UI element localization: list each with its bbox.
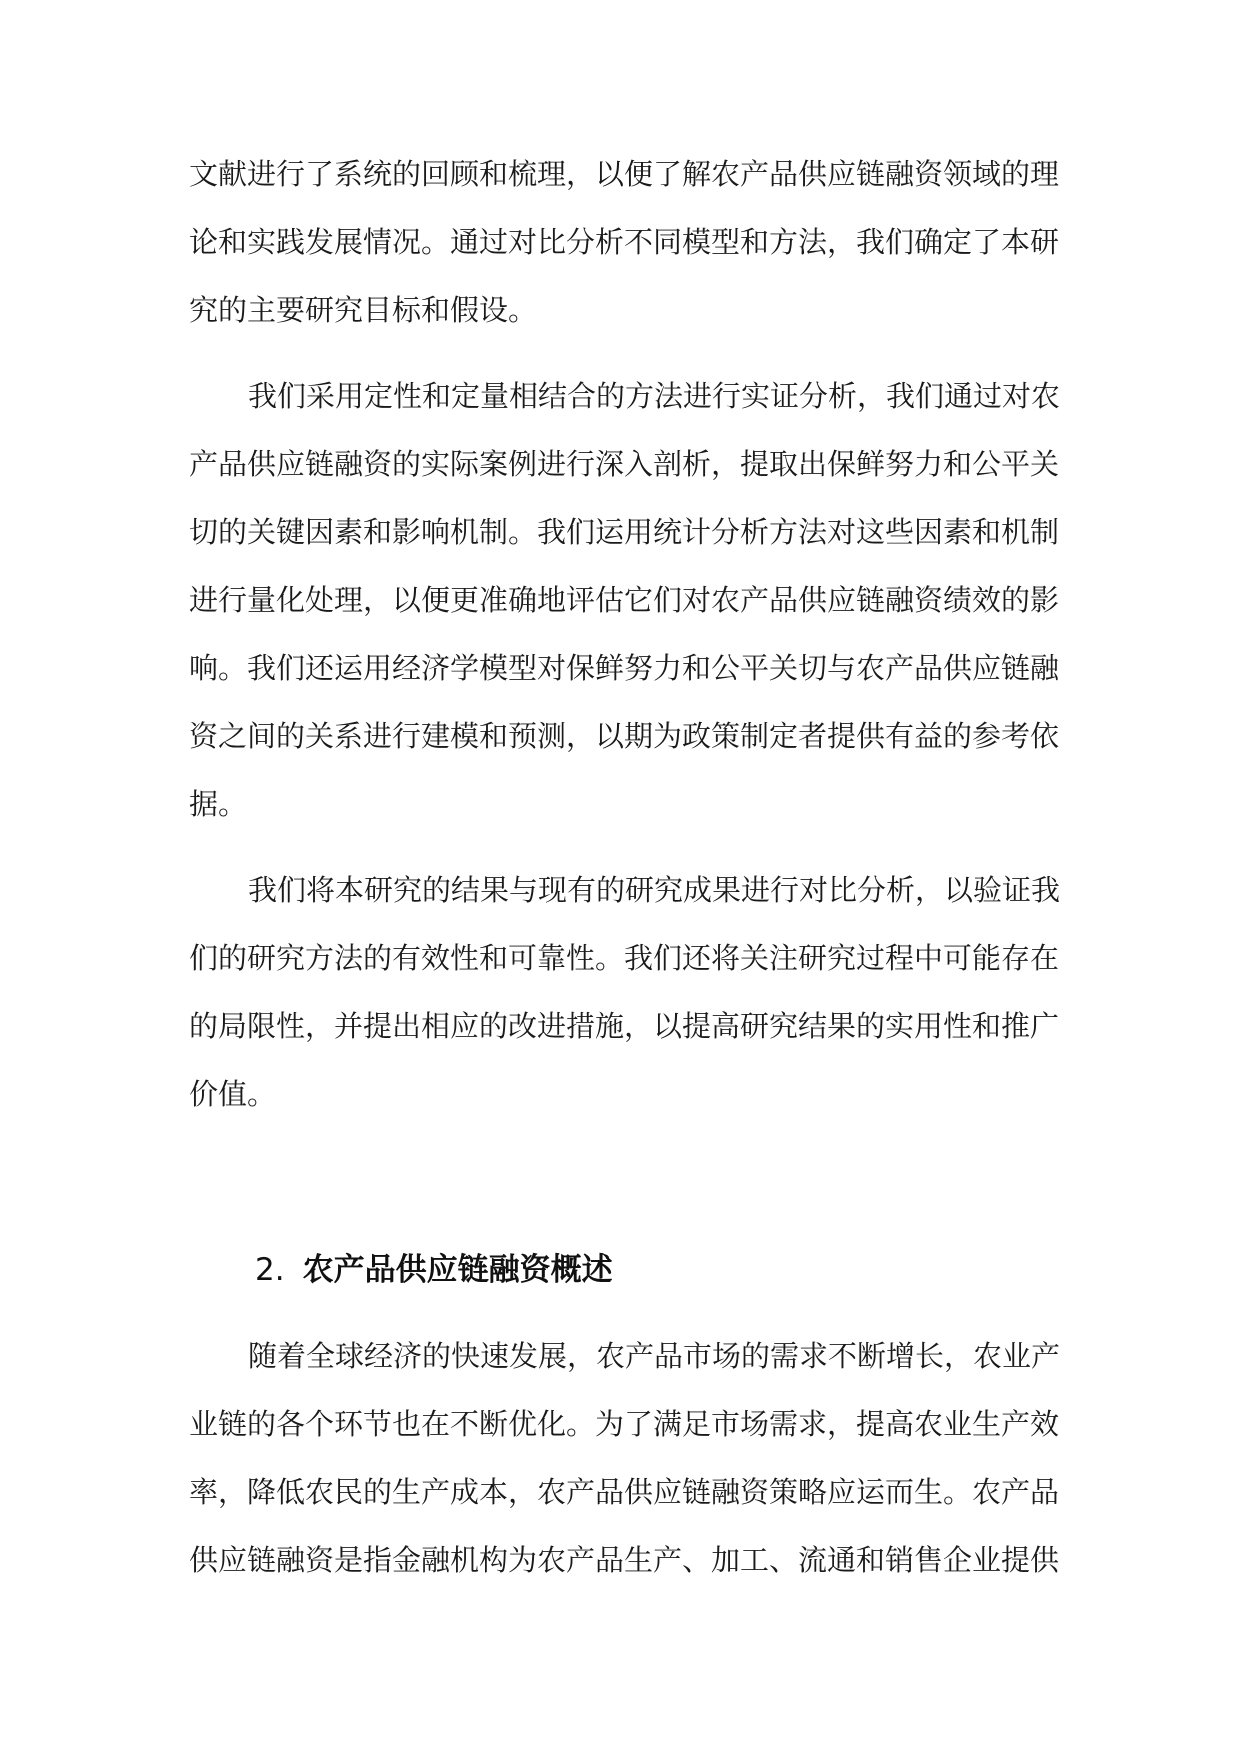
section-title: 农产品供应链融资概述 bbox=[302, 1252, 613, 1288]
paragraph-1-line-1: 文献进行了系统的回顾和梳理，以便了解农产品供应链融资领域的理 bbox=[189, 157, 1060, 191]
paragraph-2-line-7: 据。 bbox=[189, 787, 248, 821]
paragraph-4-line-3: 率，降低农民的生产成本，农产品供应链融资策略应运而生。农产品 bbox=[189, 1475, 1060, 1509]
paragraph-3-line-2: 们的研究方法的有效性和可靠性。我们还将关注研究过程中可能存在 bbox=[189, 941, 1060, 975]
paragraph-3-line-3: 的局限性，并提出相应的改进措施，以提高研究结果的实用性和推广 bbox=[189, 1009, 1060, 1043]
section-number: 2. bbox=[255, 1252, 285, 1288]
paragraph-3-line-1: 我们将本研究的结果与现有的研究成果进行对比分析，以验证我 bbox=[248, 873, 1061, 907]
paragraph-4-line-2: 业链的各个环节也在不断优化。为了满足市场需求，提高农业生产效 bbox=[189, 1407, 1060, 1441]
paragraph-2-line-4: 进行量化处理，以便更准确地评估它们对农产品供应链融资绩效的影 bbox=[189, 583, 1060, 617]
paragraph-2-line-2: 产品供应链融资的实际案例进行深入剖析，提取出保鲜努力和公平关 bbox=[189, 447, 1060, 481]
paragraph-3-line-4: 价值。 bbox=[189, 1077, 277, 1111]
paragraph-2-line-6: 资之间的关系进行建模和预测，以期为政策制定者提供有益的参考依 bbox=[189, 719, 1060, 753]
paragraph-4-line-4: 供应链融资是指金融机构为农产品生产、加工、流通和销售企业提供 bbox=[189, 1543, 1060, 1577]
paragraph-4-line-1: 随着全球经济的快速发展，农产品市场的需求不断增长，农业产 bbox=[248, 1339, 1061, 1373]
section-heading bbox=[255, 1250, 613, 1290]
paragraph-2-line-5: 响。我们还运用经济学模型对保鲜努力和公平关切与农产品供应链融 bbox=[189, 651, 1060, 685]
paragraph-1-line-3: 究的主要研究目标和假设。 bbox=[189, 293, 538, 327]
paragraph-2-line-3: 切的关键因素和影响机制。我们运用统计分析方法对这些因素和机制 bbox=[189, 515, 1060, 549]
paragraph-1-line-2: 论和实践发展情况。通过对比分析不同模型和方法，我们确定了本研 bbox=[189, 225, 1060, 259]
paragraph-2-line-1: 我们采用定性和定量相结合的方法进行实证分析，我们通过对农 bbox=[248, 379, 1061, 413]
